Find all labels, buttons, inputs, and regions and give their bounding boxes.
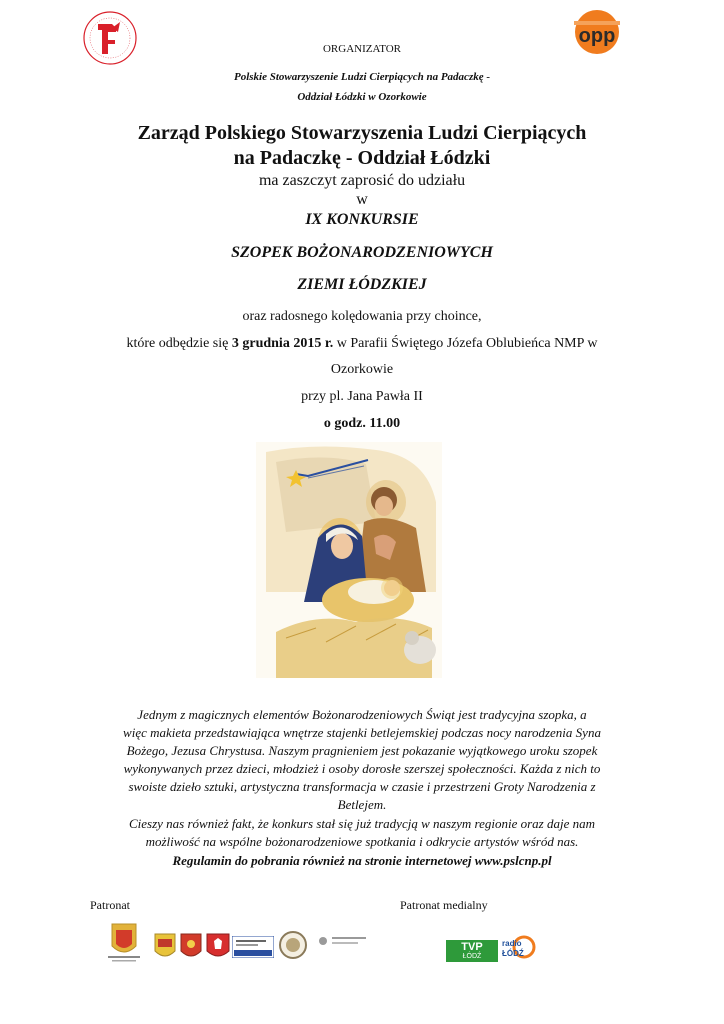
description-line3: Bożego, Jezusa Chrystusa. Naszym pragnieniem jest pokazanie wyjątkowego uroku szopek xyxy=(126,743,598,758)
description-line6: Betlejem. xyxy=(337,797,387,812)
event-address: przy pl. Jana Pawła II xyxy=(301,389,423,404)
event-line1: oraz radosnego kolędowania przy choince, xyxy=(242,309,482,324)
patron-logo-crest-1 xyxy=(154,933,176,961)
invite-line: ma zaszczyt zaprosić do udziału xyxy=(258,172,466,189)
contest-line3: ZIEMI ŁÓDZKIEJ xyxy=(297,276,427,293)
heading-line2: na Padaczkę - Oddział Łódzki xyxy=(233,147,491,169)
opp-text: opp xyxy=(578,25,616,47)
description-line4: wykonywanych przez dzieci, młodzież i osoby dorosłe szerszej społeczności. Każda z nich to xyxy=(123,761,601,776)
patron-logo-eagle xyxy=(206,933,230,961)
w-line: w xyxy=(356,191,368,208)
organizer-name-line2: Oddział Łódzki w Ozorkowie xyxy=(297,91,427,103)
description-line8: możliwość na wspólne bożonarodzeniowe spotkania i odkrycie artystów wśród nas. xyxy=(145,834,579,849)
nativity-illustration xyxy=(256,442,442,678)
patronat-label: Patronat xyxy=(90,898,130,912)
event-town: Ozorkowie xyxy=(330,362,394,377)
organizer-name-line1: Polskie Stowarzyszenie Ludzi Cierpiących na Padaczkę - xyxy=(233,71,491,83)
tvp-label: TVP xyxy=(461,941,483,953)
heading-line1: Zarząd Polskiego Stowarzyszenia Ludzi Cierpiących xyxy=(137,122,587,144)
patron-logo-province xyxy=(104,920,144,964)
description-line7: Cieszy nas również fakt, że konkurs stał się już tradycją w naszym regionie oraz daje nam xyxy=(128,816,596,831)
regulamin-line: Regulamin do pobrania również na stronie internetowej www.pslcnp.pl xyxy=(172,853,552,868)
radio-lodz-logo xyxy=(502,935,536,963)
organizer-label: ORGANIZATOR xyxy=(322,43,402,55)
patron-logo-seal xyxy=(278,930,308,960)
description-line1: Jednym z magicznych elementów Bożonarodzeniowych Świąt jest tradycyjna szopka, a xyxy=(137,707,587,722)
radio-label: radio xyxy=(502,939,522,948)
event-date: 3 grudnia 2015 r. xyxy=(231,336,334,351)
patron-logo-crest-2 xyxy=(180,933,202,961)
event-time: o godz. 11.00 xyxy=(323,416,401,431)
patron-logo-blue-box xyxy=(232,936,274,958)
contest-line1: IX KONKURSIE xyxy=(305,211,419,228)
contest-line2: SZOPEK BOŻONARODZENIOWYCH xyxy=(231,244,493,261)
tvp-sub: ŁÓDŹ xyxy=(462,953,482,960)
tvp-lodz-logo xyxy=(446,940,498,962)
event-line2 xyxy=(0,336,724,352)
description-line5: swoiste dzieło sztuki, artystyczna transformacja w czasie i przestrzeni Groty Narodzenia z xyxy=(128,779,596,794)
description-line2: więc makieta przedstawiająca wnętrze stajenki betlejemskiej podczas nocy narodzenia Syna xyxy=(123,725,601,740)
pslcnp-logo xyxy=(82,10,138,66)
event-line2-pre: które odbędzie się xyxy=(126,336,232,351)
patronat-medialny-label: Patronat medialny xyxy=(400,898,488,912)
radio-sub: ŁÓDŹ xyxy=(502,949,524,958)
patron-logo-small-text xyxy=(318,934,368,948)
event-line2-post: w Parafii Świętego Józefa Oblubieńca NMP w xyxy=(333,336,598,351)
